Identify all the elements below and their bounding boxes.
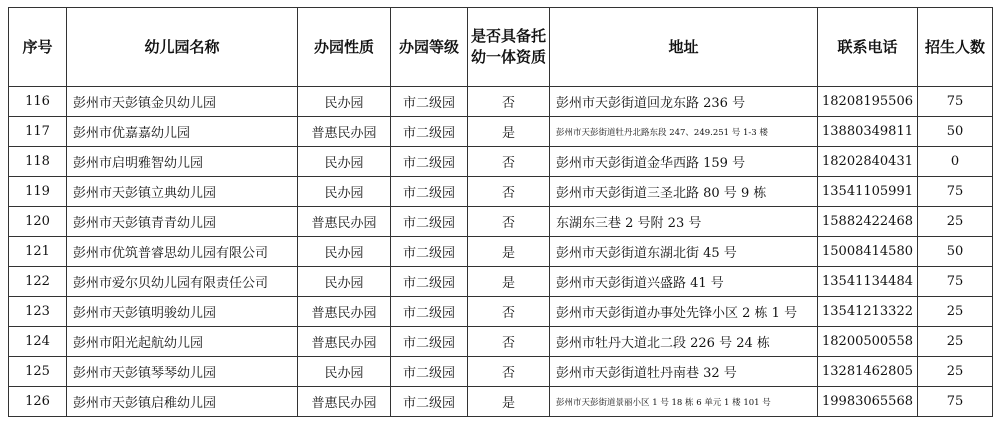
- table-row: [9, 87, 993, 117]
- cell-childcare-qualification: 否: [468, 207, 550, 237]
- cell-phone: 15008414580: [818, 237, 918, 267]
- cell-kindergarten-name: 彭州市天彭镇明骏幼儿园: [67, 297, 298, 327]
- cell-nature: 民办园: [298, 87, 391, 117]
- cell-phone: 18200500558: [818, 327, 918, 357]
- table-row: [9, 177, 993, 207]
- cell-nature: 民办园: [298, 177, 391, 207]
- cell-phone: 13541105991: [818, 177, 918, 207]
- cell-address: 彭州市天彭街道回龙东路 236 号: [550, 87, 818, 117]
- cell-address: 彭州市天彭街道兴盛路 41 号: [550, 267, 818, 297]
- cell-childcare-qualification: 是: [468, 117, 550, 147]
- cell-kindergarten-name: 彭州市天彭镇立典幼儿园: [67, 177, 298, 207]
- cell-kindergarten-name: 彭州市启明雅智幼儿园: [67, 147, 298, 177]
- cell-nature: 普惠民办园: [298, 327, 391, 357]
- cell-nature: 民办园: [298, 267, 391, 297]
- cell-kindergarten-name: 彭州市天彭镇青青幼儿园: [67, 207, 298, 237]
- cell-serial-no: 123: [9, 297, 67, 327]
- table-row: [9, 207, 993, 237]
- cell-enrollment: 25: [918, 207, 993, 237]
- cell-level: 市二级园: [391, 177, 468, 207]
- cell-nature: 普惠民办园: [298, 387, 391, 417]
- cell-level: 市二级园: [391, 327, 468, 357]
- cell-phone: 13880349811: [818, 117, 918, 147]
- cell-kindergarten-name: 彭州市天彭镇启稚幼儿园: [67, 387, 298, 417]
- header-childcare-qualification: 是否具备托幼一体资质: [468, 8, 550, 87]
- cell-childcare-qualification: 否: [468, 327, 550, 357]
- cell-nature: 民办园: [298, 357, 391, 387]
- cell-nature: 普惠民办园: [298, 117, 391, 147]
- cell-address: 东湖东三巷 2 号附 23 号: [550, 207, 818, 237]
- table-row: [9, 297, 993, 327]
- cell-address: 彭州市天彭街道牡丹南巷 32 号: [550, 357, 818, 387]
- cell-childcare-qualification: 否: [468, 177, 550, 207]
- header-phone: 联系电话: [818, 8, 918, 87]
- cell-serial-no: 119: [9, 177, 67, 207]
- cell-childcare-qualification: 否: [468, 147, 550, 177]
- cell-address: 彭州市牡丹大道北二段 226 号 24 栋: [550, 327, 818, 357]
- table-row: [9, 327, 993, 357]
- cell-nature: 民办园: [298, 237, 391, 267]
- cell-enrollment: 0: [918, 147, 993, 177]
- header-nature: 办园性质: [298, 8, 391, 87]
- table-row: [9, 267, 993, 297]
- table-row: [9, 387, 993, 417]
- cell-kindergarten-name: 彭州市爱尔贝幼儿园有限责任公司: [67, 267, 298, 297]
- table-body: [9, 87, 993, 417]
- cell-serial-no: 124: [9, 327, 67, 357]
- cell-phone: 18208195506: [818, 87, 918, 117]
- header-address: 地址: [550, 8, 818, 87]
- cell-address: 彭州市天彭街道金华西路 159 号: [550, 147, 818, 177]
- table-row: [9, 117, 993, 147]
- cell-enrollment: 75: [918, 177, 993, 207]
- header-level: 办园等级: [391, 8, 468, 87]
- table-row: [9, 357, 993, 387]
- cell-serial-no: 126: [9, 387, 67, 417]
- header-enrollment: 招生人数: [918, 8, 993, 87]
- cell-kindergarten-name: 彭州市天彭镇金贝幼儿园: [67, 87, 298, 117]
- cell-address: 彭州市天彭街道三圣北路 80 号 9 栋: [550, 177, 818, 207]
- cell-level: 市二级园: [391, 147, 468, 177]
- cell-nature: 普惠民办园: [298, 297, 391, 327]
- cell-serial-no: 120: [9, 207, 67, 237]
- cell-enrollment: 50: [918, 237, 993, 267]
- cell-address: 彭州市天彭街道景丽小区 1 号 18 栋 6 单元 1 楼 101 号: [550, 387, 818, 417]
- table-row: [9, 147, 993, 177]
- cell-phone: 15882422468: [818, 207, 918, 237]
- cell-address: 彭州市天彭街道牡丹北路东段 247、249.251 号 1-3 楼: [550, 117, 818, 147]
- cell-nature: 普惠民办园: [298, 207, 391, 237]
- cell-enrollment: 25: [918, 357, 993, 387]
- cell-kindergarten-name: 彭州市阳光起航幼儿园: [67, 327, 298, 357]
- cell-level: 市二级园: [391, 87, 468, 117]
- cell-level: 市二级园: [391, 237, 468, 267]
- cell-kindergarten-name: 彭州市优嘉嘉幼儿园: [67, 117, 298, 147]
- cell-enrollment: 25: [918, 297, 993, 327]
- cell-level: 市二级园: [391, 297, 468, 327]
- kindergarten-table: [8, 7, 993, 417]
- header-serial-no: 序号: [9, 8, 67, 87]
- cell-enrollment: 25: [918, 327, 993, 357]
- cell-childcare-qualification: 否: [468, 87, 550, 117]
- cell-address: 彭州市天彭街道办事处先锋小区 2 栋 1 号: [550, 297, 818, 327]
- table-row: [9, 237, 993, 267]
- header-kindergarten-name: 幼儿园名称: [67, 8, 298, 87]
- cell-enrollment: 50: [918, 117, 993, 147]
- cell-serial-no: 118: [9, 147, 67, 177]
- cell-level: 市二级园: [391, 207, 468, 237]
- cell-phone: 13281462805: [818, 357, 918, 387]
- cell-nature: 民办园: [298, 147, 391, 177]
- cell-childcare-qualification: 是: [468, 387, 550, 417]
- cell-serial-no: 117: [9, 117, 67, 147]
- table-header-row: [9, 8, 993, 87]
- cell-level: 市二级园: [391, 267, 468, 297]
- cell-childcare-qualification: 否: [468, 297, 550, 327]
- cell-phone: 13541213322: [818, 297, 918, 327]
- cell-serial-no: 125: [9, 357, 67, 387]
- cell-serial-no: 122: [9, 267, 67, 297]
- cell-serial-no: 116: [9, 87, 67, 117]
- cell-phone: 13541134484: [818, 267, 918, 297]
- cell-childcare-qualification: 是: [468, 237, 550, 267]
- cell-kindergarten-name: 彭州市优筑普睿思幼儿园有限公司: [67, 237, 298, 267]
- cell-serial-no: 121: [9, 237, 67, 267]
- cell-phone: 18202840431: [818, 147, 918, 177]
- cell-phone: 19983065568: [818, 387, 918, 417]
- cell-enrollment: 75: [918, 87, 993, 117]
- cell-childcare-qualification: 是: [468, 267, 550, 297]
- cell-kindergarten-name: 彭州市天彭镇琴琴幼儿园: [67, 357, 298, 387]
- cell-childcare-qualification: 否: [468, 357, 550, 387]
- cell-level: 市二级园: [391, 117, 468, 147]
- cell-level: 市二级园: [391, 357, 468, 387]
- cell-address: 彭州市天彭街道东湖北街 45 号: [550, 237, 818, 267]
- cell-enrollment: 75: [918, 387, 993, 417]
- cell-enrollment: 75: [918, 267, 993, 297]
- cell-level: 市二级园: [391, 387, 468, 417]
